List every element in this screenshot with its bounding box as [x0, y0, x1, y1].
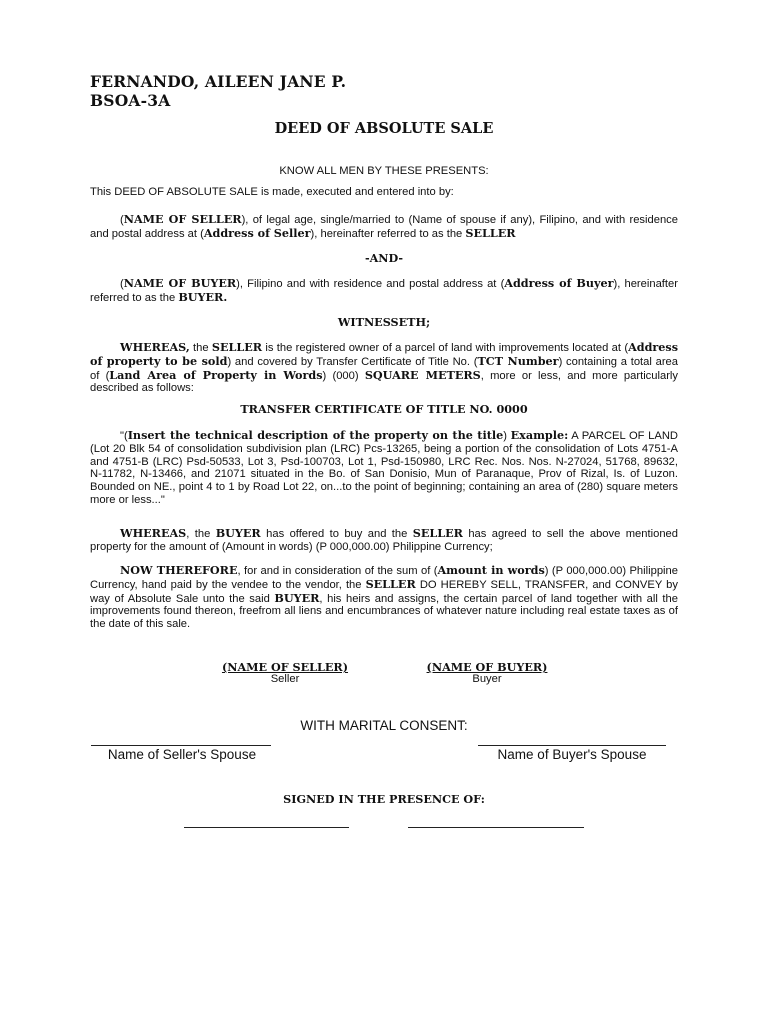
- whereas-owner-paragraph: WHEREAS, the SELLER is the registered owner of a parcel of land with improvements located at (Address of property to be sold) and covered by Transfer Certificate of Title No. (TCT Number) containing a total area of (Land Area of Property in Words) (000) SQUARE METERS, more or less, and more particularly described as follows:: [90, 340, 679, 395]
- marital-consent-heading: WITH MARITAL CONSENT:: [300, 718, 468, 733]
- seller-spouse-signature-line: [91, 745, 271, 746]
- buyer-paragraph: (NAME OF BUYER), Filipino and with residence and postal address at (Address of Buyer), hereinafter referred to as the BUYER.: [90, 276, 678, 304]
- document-title: DEED OF ABSOLUTE SALE: [274, 120, 494, 137]
- now-therefore-paragraph: NOW THEREFORE, for and in consideration of the sum of (Amount in words) (P 000,000.00) Philippine Currency, hand paid by the vendee to the vendor, the SELLER DO HEREBY SELL, TRANSFER, and CONVEY by way of Absolute Sale unto the said BUYER, his heirs and assigns, the certain parcel of land together with all the improvements found thereon, freefrom all liens and encumbrances of whatever nature including real estate taxes as of the date of this sale.: [90, 563, 678, 631]
- seller-name-placeholder: NAME OF SELLER: [123, 212, 242, 226]
- author-name: FERNANDO, AILEEN JANE P.: [90, 72, 347, 91]
- intro-line: KNOW ALL MEN BY THESE PRESENTS:: [279, 165, 489, 177]
- and-separator: -AND-: [364, 251, 404, 265]
- made-line: This DEED OF ABSOLUTE SALE is made, executed and entered into by:: [90, 186, 454, 198]
- buyer-spouse-label: Name of Buyer's Spouse: [497, 747, 647, 762]
- seller-signature-role: Seller: [270, 673, 300, 685]
- buyer-signature-name: (NAME OF BUYER): [426, 660, 548, 674]
- witnesseth-heading: WITNESSETH;: [337, 315, 431, 329]
- seller-paragraph: (NAME OF SELLER), of legal age, single/married to (Name of spouse if any), Filipino, and with residence and postal address at (Address of Seller), hereinafter referred to as the SELLER: [90, 212, 678, 240]
- seller-address-placeholder: Address of Seller: [203, 225, 311, 240]
- whereas-offer-paragraph: WHEREAS, the BUYER has offered to buy and the SELLER has agreed to sell the above mentioned property for the amount of (Amount in words) (P 000,000.00) Philippine Currency;: [90, 526, 678, 553]
- buyer-address-placeholder: Address of Buyer: [504, 276, 614, 290]
- witness-signature-line-1: [184, 827, 349, 828]
- tct-heading: TRANSFER CERTIFICATE OF TITLE NO. 0000: [240, 402, 528, 416]
- buyer-spouse-signature-line: [478, 745, 666, 746]
- seller-role: SELLER: [465, 225, 516, 240]
- technical-description: "(Insert the technical description of the property on the title) Example: A PARCEL OF LAND (Lot 20 Blk 54 of consolidation subdivision plan (LRC) Pcs-13265, being a portion of the consolidation of Lots 4751-A and 4751-B (LRC) Psd-50533, Lot 3, Psd-100703, Lot 1, Psd-150980, LRC Rec. Nos. Nos. N-27024, 51768, 89632, N-11782, N-13466, and 21071 situated in the Bo. of San Donisio, Mun of Paranaque, Prov of Rizal, Is. of Luzon. Bounded on NE., point 4 to 1 by Road Lot 22, on...to the point of beginning; containing an area of (280) square meters more or less...": [90, 428, 678, 506]
- author-section: BSOA-3A: [90, 91, 171, 110]
- seller-spouse-label: Name of Seller's Spouse: [107, 747, 257, 762]
- signed-in-presence-heading: SIGNED IN THE PRESENCE OF:: [283, 792, 485, 806]
- buyer-role: BUYER.: [178, 289, 228, 304]
- witness-signature-line-2: [408, 827, 584, 828]
- buyer-name-placeholder: NAME OF BUYER: [123, 276, 237, 290]
- seller-signature-name: (NAME OF SELLER): [221, 660, 349, 674]
- buyer-signature-role: Buyer: [472, 673, 502, 685]
